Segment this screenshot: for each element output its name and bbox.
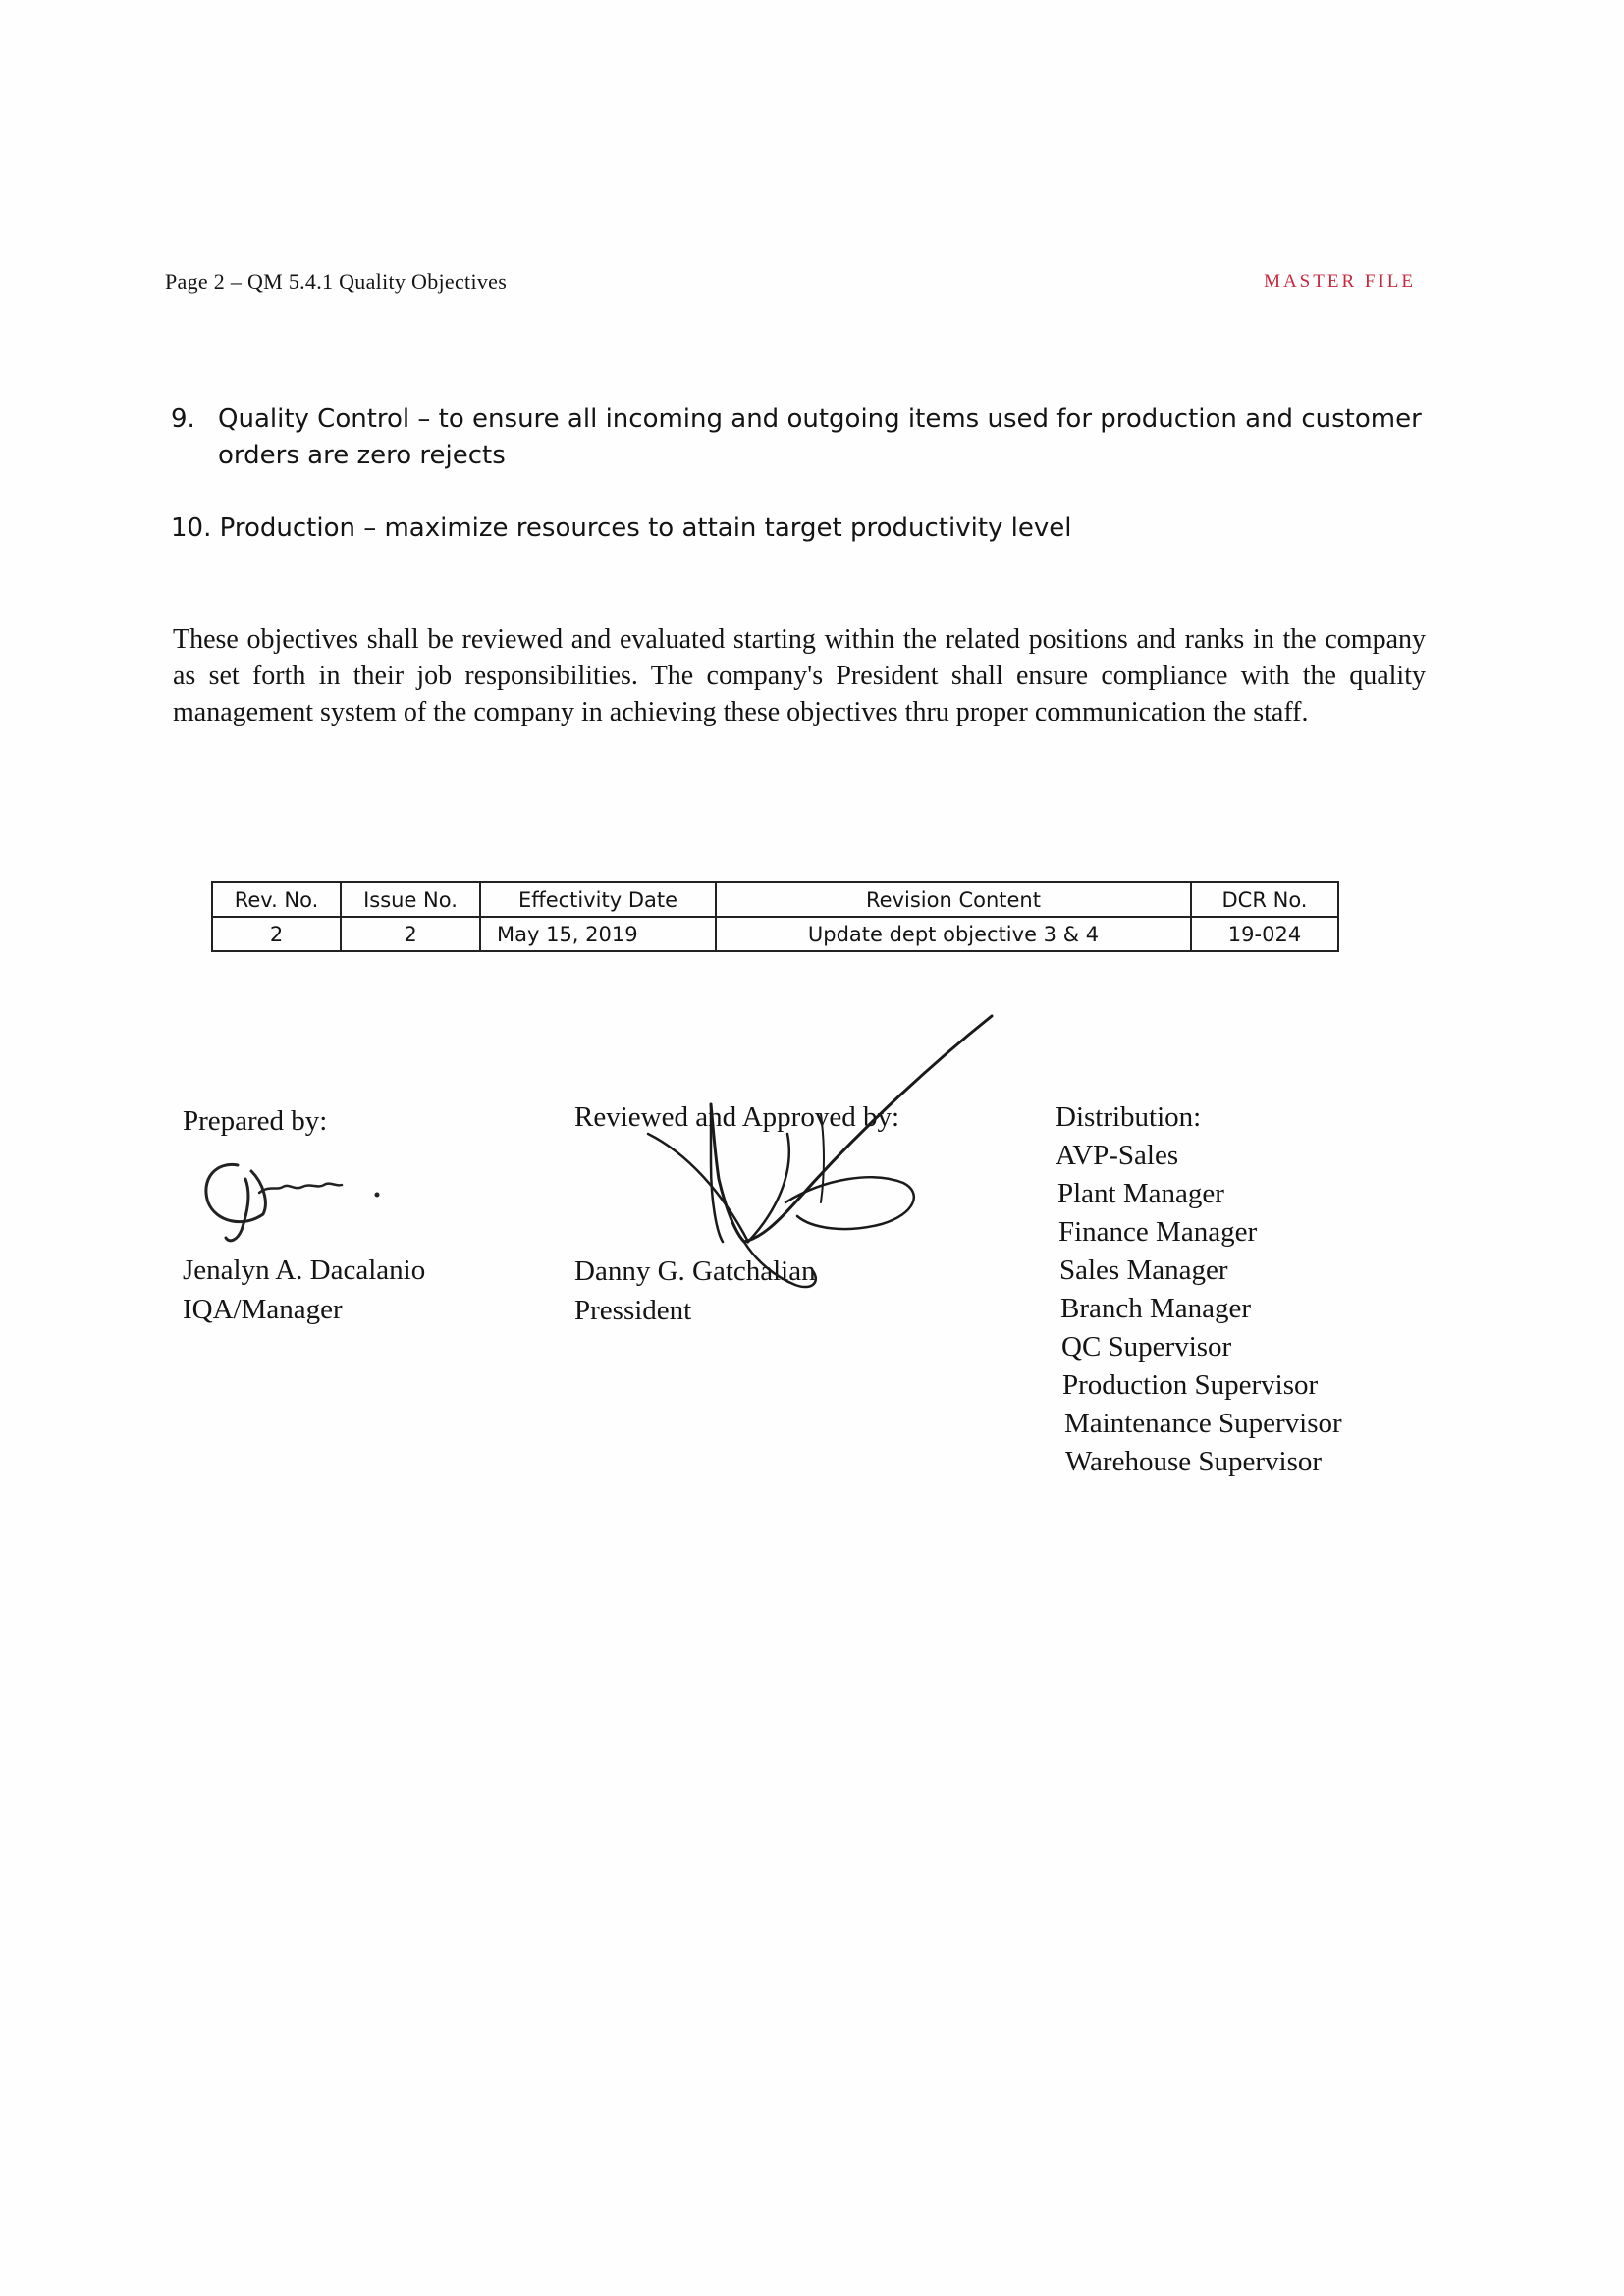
header-revision-content: Revision Content <box>716 882 1191 917</box>
cell-effectivity-date: May 15, 2019 <box>480 917 716 951</box>
cell-dcr-no: 19-024 <box>1191 917 1338 951</box>
prepared-by-label: Prepared by: <box>183 1105 328 1137</box>
reviewed-by-block <box>574 1097 899 1330</box>
master-file-stamp: MASTER FILE <box>1264 271 1416 292</box>
prepared-by-block <box>183 1101 425 1329</box>
objective-item <box>171 510 1072 547</box>
list-item: Maintenance Supervisor <box>1064 1408 1342 1439</box>
list-item: AVP-Sales <box>1056 1140 1179 1171</box>
cell-rev-no: 2 <box>212 917 341 951</box>
objectives-review-paragraph: These objectives shall be reviewed and evaluated starting within the related positions and ranks in the company as set forth in their job responsibilities. The company's President shall ensure compliance with the quality management system of the company in achieving these objectives thru proper communication the staff. <box>173 624 1426 727</box>
reviewer-title: Pressident <box>574 1295 692 1326</box>
list-item: Production Supervisor <box>1062 1369 1319 1401</box>
list-item: Warehouse Supervisor <box>1065 1446 1323 1477</box>
revision-table-header-row <box>212 882 1338 917</box>
reviewed-by-label: Reviewed and Approved by: <box>574 1101 900 1133</box>
preparer-name: Jenalyn A. Dacalanio <box>183 1255 426 1286</box>
list-item: Branch Manager <box>1060 1293 1252 1324</box>
preparer-title: IQA/Manager <box>183 1294 343 1325</box>
objective-text: Quality Control – to ensure all incoming and outgoing items used for production and customer orders are zero rejects <box>218 404 1422 470</box>
objective-number: 10. <box>171 513 212 543</box>
cell-revision-content: Update dept objective 3 & 4 <box>716 917 1191 951</box>
objective-text: Production – maximize resources to attain target productivity level <box>219 513 1072 543</box>
header-effectivity-date: Effectivity Date <box>480 882 716 917</box>
table-row <box>212 917 1338 951</box>
list-item: QC Supervisor <box>1061 1331 1232 1362</box>
revision-table <box>211 881 1339 952</box>
cell-issue-no: 2 <box>341 917 480 951</box>
list-item: Sales Manager <box>1059 1255 1228 1286</box>
header-dcr-no: DCR No. <box>1191 882 1338 917</box>
reviewer-name: Danny G. Gatchalian <box>574 1255 816 1287</box>
objective-number: 9. <box>171 404 195 434</box>
list-item: Plant Manager <box>1057 1178 1224 1209</box>
list-item: Finance Manager <box>1058 1216 1258 1248</box>
header-issue-no: Issue No. <box>341 882 480 917</box>
header-rev-no: Rev. No. <box>212 882 341 917</box>
distribution-list <box>1056 1098 1342 1481</box>
distribution-label: Distribution: <box>1056 1101 1202 1133</box>
page-header-label: Page 2 – QM 5.4.1 Quality Objectives <box>165 269 508 294</box>
objective-item <box>171 401 1428 474</box>
